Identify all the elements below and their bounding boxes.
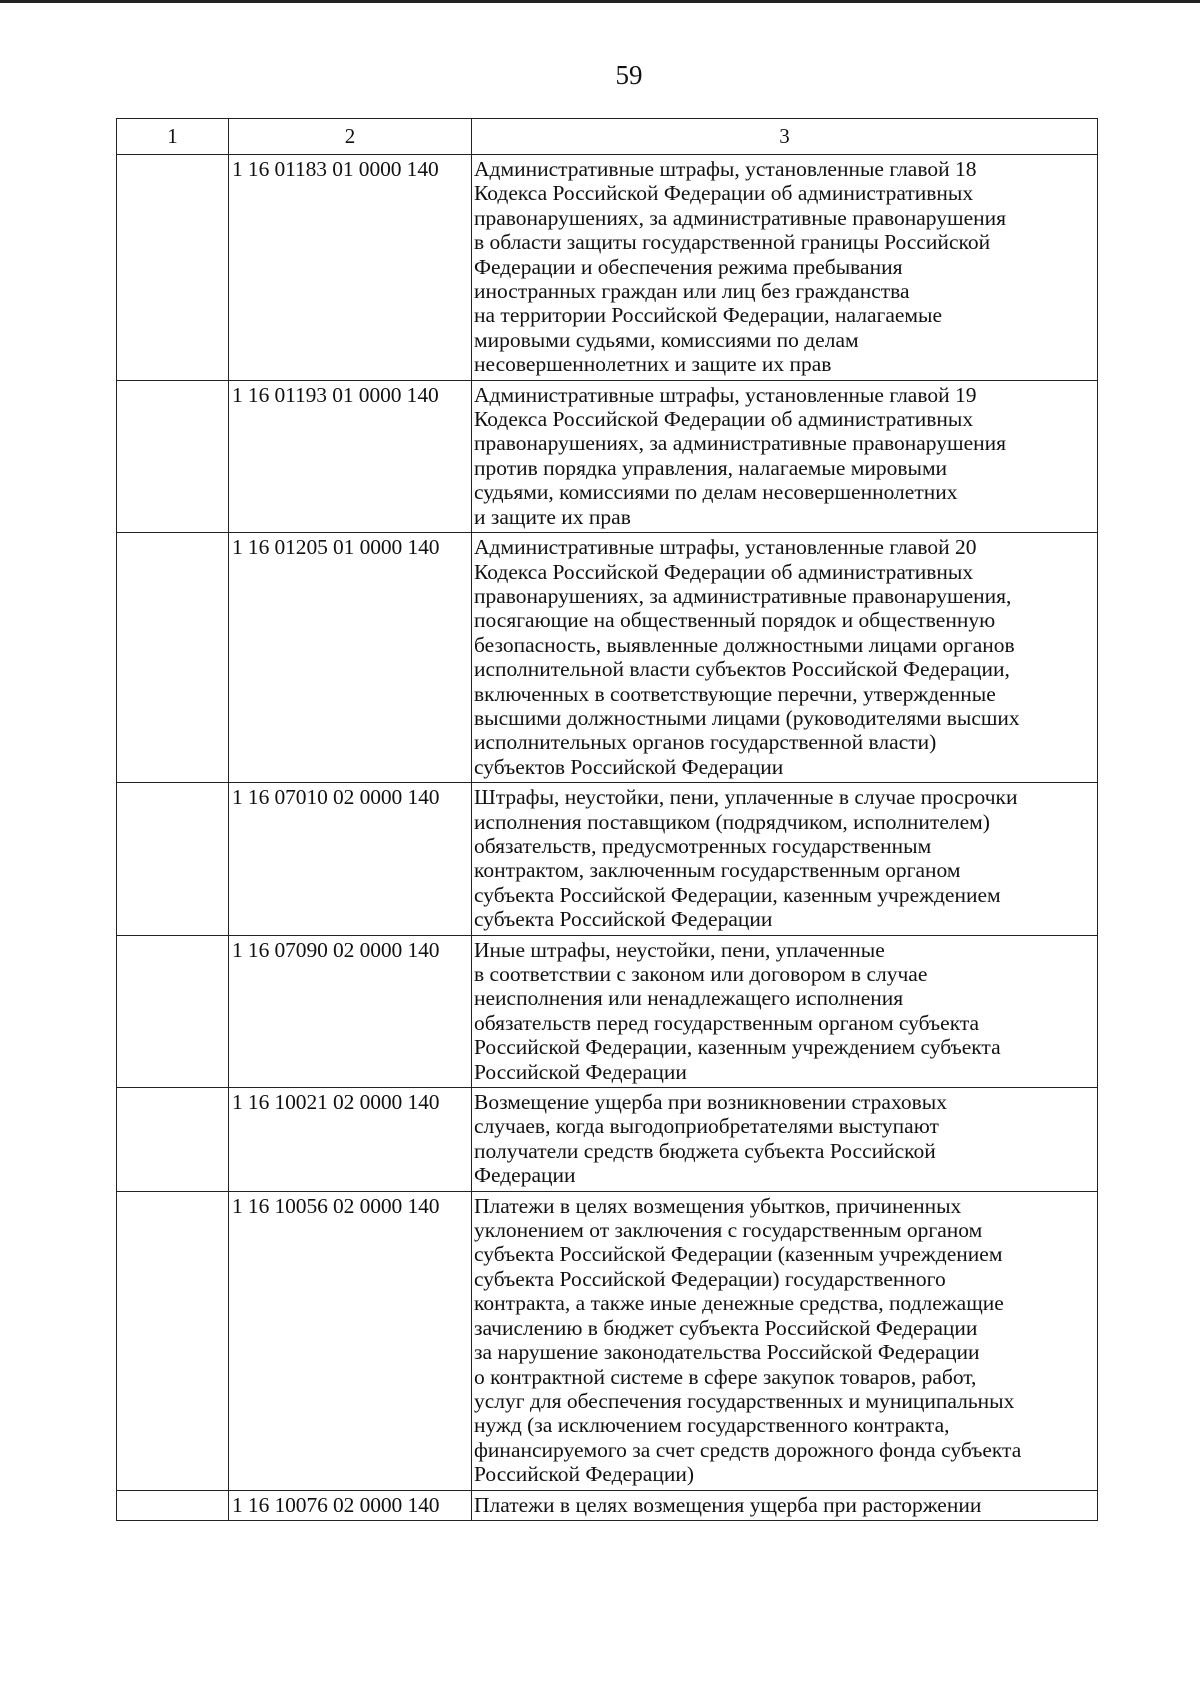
revenue-description-cell: Штрафы, неустойки, пени, уплаченные в случае просрочки исполнения поставщиком (подрядчиком, исполнителем) обязательств, предусмотренных государственным контрактом, заключенным государственным органом субъекта Российской Федерации, казенным учреждением субъекта Российской Федерации [472, 783, 1098, 935]
row-col1-cell [117, 1191, 229, 1490]
revenue-description-cell: Административные штрафы, установленные главой 19 Кодекса Российской Федерации об административных правонарушениях, за административные правонарушения против порядка управления, налагаемые мировыми судьями, комиссиями по делам несовершеннолетних и защите их прав [472, 380, 1098, 532]
row-col1-cell [117, 783, 229, 935]
revenue-code-cell: 1 16 01205 01 0000 140 [229, 533, 472, 783]
revenue-code-cell: 1 16 01193 01 0000 140 [229, 380, 472, 532]
table-row [117, 1490, 1098, 1520]
revenue-description-cell: Иные штрафы, неустойки, пени, уплаченные в соответствии с законом или договором в случае неисполнения или ненадлежащего исполнения обязательств перед государственным органом субъекта Российской Федерации, казенным учреждением субъекта Российской Федерации [472, 935, 1098, 1087]
revenue-code-cell: 1 16 01183 01 0000 140 [229, 155, 472, 381]
row-col1-cell [117, 380, 229, 532]
revenue-description-cell: Платежи в целях возмещения ущерба при расторжении [472, 1490, 1098, 1520]
table-row [117, 935, 1098, 1087]
revenue-description-cell: Административные штрафы, установленные главой 20 Кодекса Российской Федерации об административных правонарушениях, за административные правонарушения, посягающие на общественный порядок и общественную безопасность, выявленные должностными лицами органов исполнительной власти субъектов Российской Федерации, включенных в соответствующие перечни, утвержденные высшими должностными лицами (руководителями высших исполнительных органов государственной власти) субъектов Российской Федерации [472, 533, 1098, 783]
table-header-row [117, 119, 1098, 155]
table-row [117, 380, 1098, 532]
revenue-code-cell: 1 16 10056 02 0000 140 [229, 1191, 472, 1490]
revenue-description-cell: Платежи в целях возмещения убытков, причиненных уклонением от заключения с государственным органом субъекта Российской Федерации (казенным учреждением субъекта Российской Федерации) государственного контракта, а также иные денежные средства, подлежащие зачислению в бюджет субъекта Российской Федерации за нарушение законодательства Российской Федерации о контрактной системе в сфере закупок товаров, работ, услуг для обеспечения государственных и муниципальных нужд (за исключением государственного контракта, финансируемого за счет средств дорожного фонда субъекта Российской Федерации) [472, 1191, 1098, 1490]
table-row [117, 155, 1098, 381]
top-edge-rule [0, 0, 1200, 3]
row-col1-cell [117, 935, 229, 1087]
revenue-description-cell: Административные штрафы, установленные главой 18 Кодекса Российской Федерации об административных правонарушениях, за административные правонарушения в области защиты государственной границы Российской Федерации и обеспечения режима пребывания иностранных граждан или лиц без гражданства на территории Российской Федерации, налагаемые мировыми судьями, комиссиями по делам несовершеннолетних и защите их прав [472, 155, 1098, 381]
header-col-1: 1 [117, 119, 229, 155]
revenue-code-cell: 1 16 07090 02 0000 140 [229, 935, 472, 1087]
row-col1-cell [117, 533, 229, 783]
revenue-code-cell: 1 16 07010 02 0000 140 [229, 783, 472, 935]
row-col1-cell [117, 1088, 229, 1192]
table-row [117, 783, 1098, 935]
page-number: 59 [615, 60, 643, 90]
header-col-2: 2 [229, 119, 472, 155]
table-row [117, 1191, 1098, 1490]
table-row [117, 1088, 1098, 1192]
revenue-code-cell: 1 16 10021 02 0000 140 [229, 1088, 472, 1192]
header-col-3: 3 [472, 119, 1098, 155]
row-col1-cell [117, 155, 229, 381]
revenue-codes-table [116, 118, 1098, 1521]
row-col1-cell [117, 1490, 229, 1520]
revenue-code-cell: 1 16 10076 02 0000 140 [229, 1490, 472, 1520]
revenue-description-cell: Возмещение ущерба при возникновении страховых случаев, когда выгодоприобретателями выступают получатели средств бюджета субъекта Российской Федерации [472, 1088, 1098, 1192]
table-row [117, 533, 1098, 783]
